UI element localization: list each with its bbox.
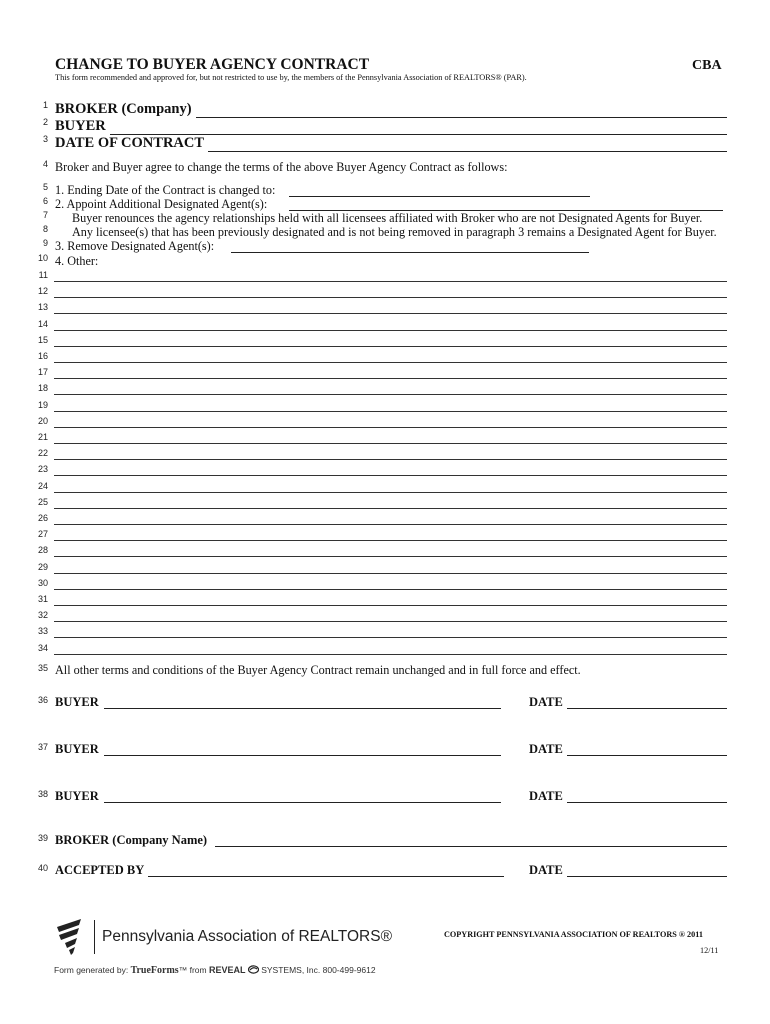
other-input-line[interactable] <box>54 621 727 622</box>
broker-input-line[interactable] <box>196 105 727 118</box>
other-input-line[interactable] <box>54 654 727 655</box>
trademark: ™ <box>178 965 188 975</box>
broker-company-name-line[interactable] <box>215 846 727 847</box>
date-line-3[interactable] <box>567 802 727 803</box>
systems-text: SYSTEMS, Inc. 800-499-9612 <box>261 965 376 975</box>
other-input-line[interactable] <box>54 297 727 298</box>
other-input-line[interactable] <box>54 573 727 574</box>
form-subtitle: This form recommended and approved for, but not restricted to use by, the members of the Pennsylvania Association of REALTORS® (PAR). <box>55 73 527 82</box>
date-line-1[interactable] <box>567 708 727 709</box>
terms-unchanged-text: All other terms and conditions of the Buyer Agency Contract remain unchanged and in full force and effect. <box>55 663 581 677</box>
line-number: 29 <box>37 561 48 572</box>
line-number: 23 <box>37 464 48 475</box>
line-number: 34 <box>37 642 48 653</box>
other-input-line[interactable] <box>54 313 727 314</box>
other-input-line[interactable] <box>54 330 727 331</box>
remove-agent-input-line[interactable] <box>231 252 589 253</box>
buyer-field[interactable] <box>55 118 727 135</box>
other-input-line[interactable] <box>54 637 727 638</box>
broker-company-name-label: BROKER (Company Name) <box>55 833 208 847</box>
other-input-line[interactable] <box>54 394 727 395</box>
line-number: 4 <box>42 159 48 169</box>
line-number: 7 <box>42 210 48 220</box>
ending-date-text: 1. Ending Date of the Contract is changed to: <box>55 183 276 197</box>
line-number: 10 <box>37 253 48 263</box>
line-number: 36 <box>37 695 48 705</box>
line-number: 13 <box>37 302 48 313</box>
buyer-signature-line-3[interactable] <box>104 802 501 803</box>
line-number: 35 <box>37 663 48 673</box>
date-label-2: DATE <box>529 742 563 756</box>
other-input-line[interactable] <box>54 508 727 509</box>
agreement-text: Broker and Buyer agree to change the terms of the above Buyer Agency Contract as follows: <box>55 160 508 174</box>
line-number: 19 <box>37 399 48 410</box>
buyer-signature-label-1: BUYER <box>55 695 99 709</box>
line-number: 25 <box>37 496 48 507</box>
reveal-swirl-icon <box>248 965 259 974</box>
par-logo-icon <box>55 917 91 957</box>
line-number: 39 <box>37 833 48 843</box>
other-input-line[interactable] <box>54 427 727 428</box>
line-number: 37 <box>37 742 48 752</box>
other-input-line[interactable] <box>54 540 727 541</box>
version-text: 12/11 <box>700 946 719 955</box>
line-number: 16 <box>37 351 48 361</box>
other-input-line[interactable] <box>54 492 727 493</box>
copyright-text: COPYRIGHT PENNSYLVANIA ASSOCIATION OF REALTORS ® 2011 <box>444 930 703 939</box>
remove-agent-text: 3. Remove Designated Agent(s): <box>55 239 215 253</box>
accepted-by-line[interactable] <box>148 876 504 877</box>
line-number: 31 <box>37 594 48 604</box>
generated-by-text <box>54 965 376 976</box>
other-input-line[interactable] <box>54 605 727 606</box>
line-number: 20 <box>37 415 48 426</box>
logo-text: Pennsylvania Association of REALTORS® <box>102 928 392 945</box>
ending-date-input-line[interactable] <box>289 196 590 197</box>
buyer-signature-line-2[interactable] <box>104 755 501 756</box>
buyer-label: BUYER <box>55 118 106 134</box>
other-input-line[interactable] <box>54 556 727 557</box>
generated-prefix: Form generated by: <box>54 965 129 975</box>
accepted-by-label: ACCEPTED BY <box>55 863 145 877</box>
buyer-signature-label-3: BUYER <box>55 789 99 803</box>
line-number: 32 <box>37 610 48 621</box>
form-code: CBA <box>692 58 722 73</box>
date-line-2[interactable] <box>567 755 727 756</box>
other-input-line[interactable] <box>54 524 727 525</box>
line-number: 38 <box>37 789 48 799</box>
line-number: 17 <box>37 367 48 378</box>
line-number: 2 <box>42 117 48 127</box>
form-title: CHANGE TO BUYER AGENCY CONTRACT <box>55 56 370 73</box>
line-number: 6 <box>42 196 48 206</box>
line-number: 3 <box>42 134 48 144</box>
line-number: 11 <box>38 270 48 280</box>
renounce-text: Buyer renounces the agency relationships held with all licensees affiliated with Broker who are not Designated Agents for Buyer. <box>72 211 703 225</box>
other-text: 4. Other: <box>55 254 99 268</box>
date-label-4: DATE <box>529 863 563 877</box>
line-number: 21 <box>37 432 48 442</box>
date-line-4[interactable] <box>567 876 727 877</box>
date-of-contract-input-line[interactable] <box>208 139 727 152</box>
line-number: 26 <box>37 513 48 523</box>
other-input-line[interactable] <box>54 378 727 379</box>
from-text: from <box>189 965 207 975</box>
date-of-contract-field[interactable] <box>55 135 727 152</box>
line-number: 5 <box>42 182 48 192</box>
trueforms-logo: TrueForms <box>130 965 179 976</box>
line-number: 27 <box>37 529 48 540</box>
reveal-logo: REVEAL <box>208 965 246 975</box>
line-number: 8 <box>42 224 48 234</box>
line-number: 1 <box>42 100 48 110</box>
line-number: 24 <box>37 480 48 491</box>
other-input-line[interactable] <box>54 459 727 460</box>
logo-divider <box>94 920 95 954</box>
other-input-line[interactable] <box>54 362 727 363</box>
buyer-input-line[interactable] <box>110 122 727 135</box>
line-number: 18 <box>37 383 48 394</box>
line-number: 14 <box>37 318 48 329</box>
buyer-signature-label-2: BUYER <box>55 742 99 756</box>
line-number: 9 <box>42 238 48 248</box>
previously-designated-text: Any licensee(s) that has been previously designated and is not being removed in paragraph 3 remains a Designated Agent for Buyer. <box>72 225 717 239</box>
other-input-line[interactable] <box>54 346 727 347</box>
line-number: 40 <box>37 863 48 873</box>
broker-field[interactable] <box>55 101 727 118</box>
other-input-line[interactable] <box>54 443 727 444</box>
line-number: 12 <box>37 286 48 297</box>
line-number: 33 <box>37 626 48 637</box>
line-number: 15 <box>37 334 48 345</box>
appoint-agent-text: 2. Appoint Additional Designated Agent(s): <box>55 197 268 211</box>
date-label-1: DATE <box>529 695 563 709</box>
other-input-line[interactable] <box>54 281 727 282</box>
line-number: 30 <box>37 577 48 588</box>
buyer-signature-line-1[interactable] <box>104 708 501 709</box>
broker-label: BROKER (Company) <box>55 101 192 117</box>
other-input-line[interactable] <box>54 411 727 412</box>
other-input-line[interactable] <box>54 589 727 590</box>
other-input-line[interactable] <box>54 475 727 476</box>
date-label-3: DATE <box>529 789 563 803</box>
line-number: 28 <box>37 545 48 556</box>
line-number: 22 <box>37 448 48 459</box>
date-of-contract-label: DATE OF CONTRACT <box>55 135 205 151</box>
